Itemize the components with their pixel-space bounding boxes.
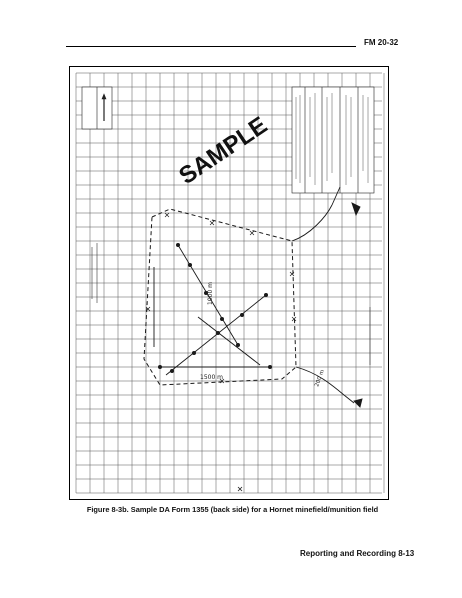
dimension-label-1000m: 1000 m bbox=[207, 281, 214, 305]
form-header-strip bbox=[82, 87, 112, 129]
hornet-strips bbox=[154, 245, 270, 375]
form-sketch bbox=[70, 67, 388, 499]
outline-ticks bbox=[146, 213, 296, 383]
dimension-label-1500m: 1500 m bbox=[200, 374, 224, 381]
running-footer: Reporting and Recording 8-13 bbox=[300, 549, 415, 558]
header-rule bbox=[66, 46, 356, 47]
legend-block bbox=[292, 87, 374, 193]
margin-notes bbox=[92, 243, 370, 365]
dimension-label-200m: 200 m bbox=[314, 369, 326, 388]
figure-caption: Figure 8-3b. Sample DA Form 1355 (back side) for a Hornet minefield/munition field bbox=[86, 505, 379, 514]
running-header: FM 20-32 bbox=[364, 38, 399, 47]
bottom-marker bbox=[238, 487, 242, 491]
mine-markers bbox=[158, 243, 272, 373]
figure-frame bbox=[69, 66, 389, 500]
sample-watermark: SAMPLE bbox=[174, 111, 273, 190]
